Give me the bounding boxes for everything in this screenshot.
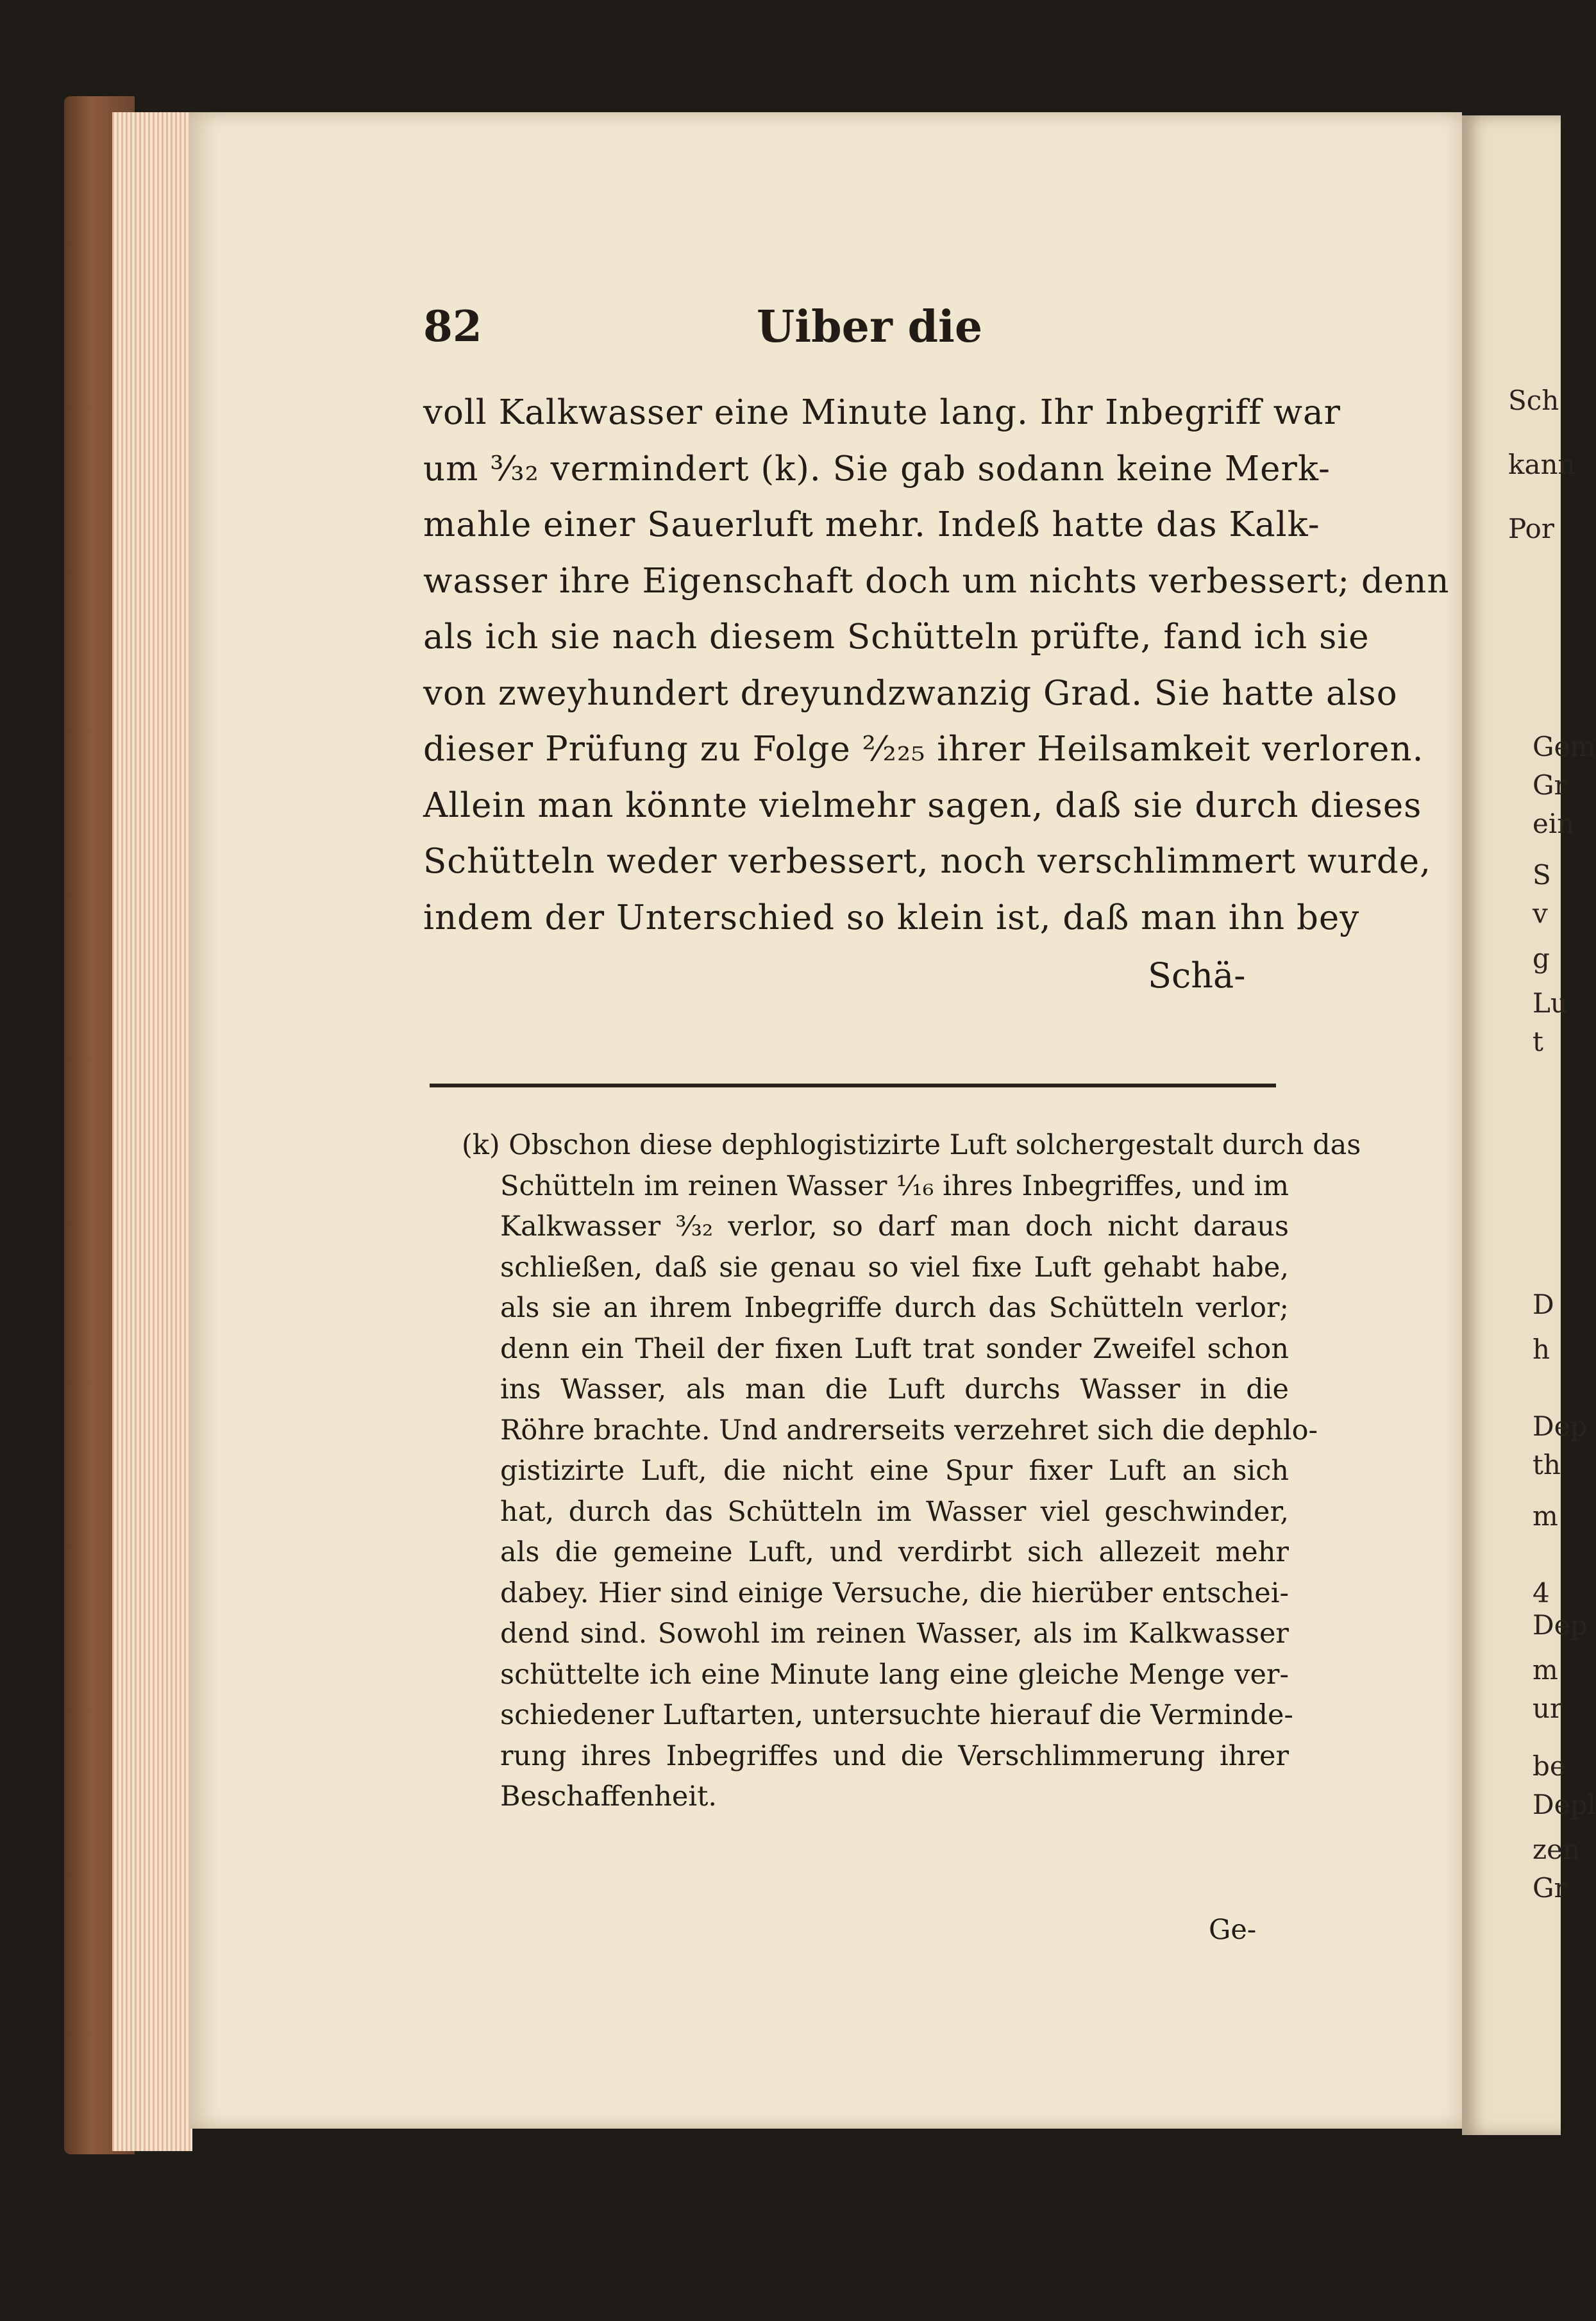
facing-page-fragment: kann xyxy=(1508,449,1575,480)
footnote-line: schiedener Luftarten, untersuchte hierauf die Verminde- xyxy=(500,1699,1293,1731)
facing-page-fragment: g xyxy=(1533,943,1550,974)
facing-page xyxy=(1462,115,1561,2135)
page-number: 82 xyxy=(423,301,482,351)
facing-page-fragment: zen xyxy=(1533,1834,1581,1865)
body-text xyxy=(423,385,1450,946)
footnote-line: denn ein Theil der fixen Luft trat sonder Zweifel schon xyxy=(500,1332,1289,1365)
facing-page-fragment: ur xyxy=(1533,1693,1563,1724)
facing-page-fragment: v xyxy=(1533,898,1548,929)
footnote-line: schüttelte ich eine Minute lang eine gleiche Menge ver- xyxy=(500,1658,1289,1691)
running-head xyxy=(423,301,1270,359)
body-line: voll Kalkwasser eine Minute lang. Ihr Inbegriff war xyxy=(423,393,1341,432)
facing-page-fragment: Sch xyxy=(1508,385,1559,416)
facing-page-fragment: th xyxy=(1533,1449,1561,1480)
footnote-line: dend sind. Sowohl im reinen Wasser, als im Kalkwasser xyxy=(500,1618,1289,1650)
catchword: Schä- xyxy=(1148,955,1246,996)
facing-page-fragment: D xyxy=(1533,1289,1554,1320)
footnote-line: als die gemeine Luft, und verdirbt sich allezeit mehr xyxy=(500,1536,1289,1568)
facing-page-fragment: be xyxy=(1533,1750,1566,1782)
facing-page-fragment: ein xyxy=(1533,808,1575,839)
footnote xyxy=(462,1125,1361,1818)
facing-page-fragment: Dep xyxy=(1533,1609,1588,1641)
facing-page-fragment: t xyxy=(1533,1026,1543,1057)
facing-page-fragment: 4 xyxy=(1533,1577,1550,1609)
footnote-line: Schütteln im reinen Wasser ¹⁄₁₆ ihres Inbegriffes, und im xyxy=(500,1169,1289,1202)
body-line: als ich sie nach diesem Schütteln prüfte, fand ich sie xyxy=(423,617,1370,657)
footnote-line: Röhre brachte. Und andrerseits verzehret sich die dephlo- xyxy=(500,1414,1318,1446)
running-title: Uiber die xyxy=(757,301,983,353)
footnote-line: schließen, daß sie genau so viel fixe Luft gehabt habe, xyxy=(500,1251,1289,1284)
footnote-line: Beschaffenheit. xyxy=(500,1781,718,1813)
facing-page-fragment: Gr xyxy=(1533,1872,1567,1904)
body-line: um ³⁄₃₂ vermindert (k). Sie gab sodann keine Merk- xyxy=(423,449,1331,489)
facing-page-fragment: S xyxy=(1533,859,1551,891)
footnote-catchword: Ge- xyxy=(1209,1914,1257,1946)
footnote-line: Kalkwasser ³⁄₃₂ verlor, so darf man doch nicht daraus xyxy=(500,1211,1289,1243)
footnote-line: rung ihres Inbegriffes und die Verschlimmerung ihrer xyxy=(500,1739,1289,1772)
footnote-line: ins Wasser, als man die Luft durchs Wasser in die xyxy=(500,1373,1289,1405)
body-line: dieser Prüfung zu Folge ²⁄₂₂₅ ihrer Heilsamkeit verloren. xyxy=(423,730,1424,769)
body-line: wasser ihre Eigenschaft doch um nichts verbessert; denn xyxy=(423,561,1450,601)
facing-page-fragment: Lu xyxy=(1533,987,1568,1019)
footnote-line: (k) Obschon diese dephlogistizirte Luft solchergestalt durch das xyxy=(462,1129,1361,1161)
facing-page-fragment: Depl xyxy=(1533,1789,1596,1820)
footnote-line: gistizirte Luft, die nicht eine Spur fixer Luft an sich xyxy=(500,1455,1289,1487)
footnote-line: dabey. Hier sind einige Versuche, die hierüber entschei- xyxy=(500,1577,1289,1609)
page-edges xyxy=(112,112,192,2151)
facing-page-fragment: h xyxy=(1533,1334,1550,1365)
facing-page-fragment: Gem xyxy=(1533,731,1596,762)
body-line: Allein man könnte vielmehr sagen, daß sie durch dieses xyxy=(423,785,1422,825)
body-line: von zweyhundert dreyundzwanzig Grad. Sie hatte also xyxy=(423,673,1398,713)
facing-page-fragment: Por xyxy=(1508,513,1554,544)
footnote-line: hat, durch das Schütteln im Wasser viel geschwinder, xyxy=(500,1495,1289,1528)
facing-page-fragment: Gr xyxy=(1533,769,1567,801)
footnote-rule xyxy=(430,1084,1276,1087)
footnote-line: als sie an ihrem Inbegriffe durch das Schütteln verlor; xyxy=(500,1292,1289,1324)
body-line: mahle einer Sauerluft mehr. Indeß hatte das Kalk- xyxy=(423,505,1320,544)
body-line: Schütteln weder verbessert, noch verschlimmert wurde, xyxy=(423,842,1431,881)
facing-page-fragment: m xyxy=(1533,1654,1558,1686)
facing-page-fragment: m xyxy=(1533,1500,1558,1532)
body-line: indem der Unterschied so klein ist, daß man ihn bey xyxy=(423,898,1360,937)
facing-page-fragment: Dep xyxy=(1533,1411,1588,1442)
